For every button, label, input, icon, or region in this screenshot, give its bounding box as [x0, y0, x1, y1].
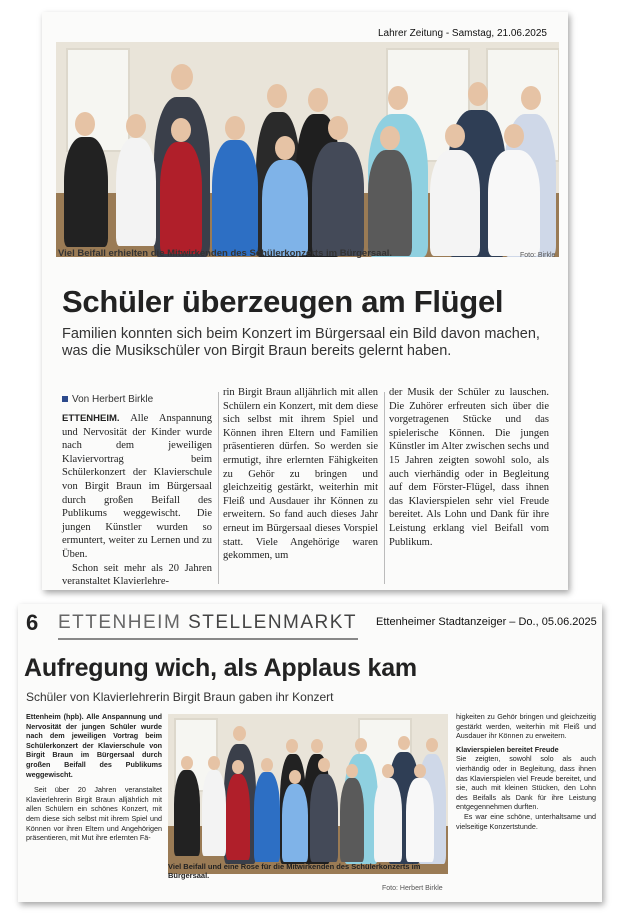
- source-line: Ettenheimer Stadtanzeiger – Do., 05.06.2025: [376, 616, 597, 628]
- byline: Von Herbert Birkle: [62, 394, 153, 405]
- intertitle: Klavierspielen bereitet Freude: [456, 744, 559, 754]
- headline: Aufregung wich, als Applaus kam: [24, 654, 417, 682]
- article-column-1: [62, 412, 212, 589]
- article-column-1: [26, 712, 162, 843]
- paragraph: Sie zeigten, sowohl solo als auch vierhändig oder in Begleitung, dass ihnen das Klavierspielen viel Freude bereitet, und sie, auch mit kleinen Stücken, den Lohn des Beifalls als Dank für ihre Leistung entgegennehmen durften.: [456, 754, 596, 812]
- paragraph: Es war eine schöne, unterhaltsame und vielseitige Konzertstunde.: [456, 811, 596, 831]
- article-column-3: [456, 712, 596, 831]
- subheadline: Schüler von Klavierlehrerin Birgit Braun gaben ihr Konzert: [26, 690, 334, 704]
- paragraph: rin Birgit Braun alljährlich mit allen Schülern ein Konzert, mit dem diese sich selbst mit ihrem Spiel und Können ihren Eltern und Familien präsentieren dürfen. So werden sie ermutigt, ihre erlernten Fähigkeiten zu Gehör zu bringen und gleichzeitig gestärkt, weiterhin mit Fleiß und Ausdauer ihr Können zu erweitern. So fand auch dieses Jahr erneut im Bürgersaal dieses Vorspiel statt. Viele Angehörige waren gekommen, um: [223, 387, 378, 562]
- photo-caption: Viel Beifall erhielten die Mitwirkenden des Schülerkonzerts im Bürgersaal.: [58, 248, 393, 259]
- page-number: 6: [26, 610, 39, 635]
- paragraph: der Musik der Schüler zu lauschen. Die Zuhörer erfreuten sich über die vorgetragenen Stücke und das spielerische Können. Die jungen Künstler im Alter zwischen sechs und 15 Jahren zeigten sowohl solo, als auch vierhändig oder in Begleitung auf dem Förster-Flügel, dass ihnen das Klavierspielen sehr viel Freude bereitet. Als Lohn und Dank für ihre Leistung erklang viel Beifall vom Publikum.: [389, 387, 549, 548]
- section-header: ETTENHEIM STELLENMARKT: [58, 612, 358, 633]
- headline: Schüler überzeugen am Flügel: [62, 284, 504, 319]
- photo-caption: Viel Beifall und eine Rose für die Mitwirkenden des Schülerkonzerts im Bürgersaal.: [168, 862, 421, 880]
- newspaper-clipping-stadtanzeiger: [18, 604, 602, 902]
- group-photo: [56, 42, 559, 257]
- dateline: ETTENHEIM.: [62, 413, 120, 424]
- article-column-3: [389, 386, 549, 549]
- photo-credit: Foto: Herbert Birkle: [382, 885, 443, 892]
- paragraph: higkeiten zu Gehör bringen und gleichzeitig gestärkt werden, weiterhin mit Fleiß und Ausdauer ihr Können zu erweitern.: [456, 712, 596, 741]
- lead-paragraph: Ettenheim (hpb). Alle Anspannung und Nervosität der jungen Schüler wurde nach dem jeweiligen Vortrag beim Schülerkonzert der Klavierschule von Birgit Braun im Bürgersaal durch großen Beifall des Publikums weggewischt.: [26, 712, 162, 779]
- paragraph: Seit über 20 Jahren veranstaltet Klavierlehrerin Birgit Braun alljährlich mit allen Schülern ein schönes Konzert, mit dem diese sich selbst mit ihrem Spiel und Können vor ihren Eltern und Angehörigen präsentieren, mit Mut ihre erlernten Fä-: [26, 785, 162, 843]
- byline-marker-icon: [62, 396, 68, 402]
- source-line: Lahrer Zeitung - Samstag, 21.06.2025: [378, 28, 547, 39]
- newspaper-clipping-lahrer-zeitung: [42, 12, 568, 590]
- subheadline: Familien konnten sich beim Konzert im Bürgersaal ein Bild davon machen, was die Musikschüler von Birgit Braun bereits gelernt haben.: [62, 326, 540, 359]
- group-photo: [168, 714, 448, 874]
- paragraph: Schon seit mehr als 20 Jahren veranstaltet Klavierlehre-: [62, 562, 212, 588]
- article-column-2: [223, 386, 378, 563]
- paragraph: Alle Anspannung und Nervosität der Kinder wurde nach dem jeweiligen Klaviervortrag beim Schülerkonzert der Klavierschule von Birgit Braun im Bürgersaal durch großen Beifall des Publikums weggewischt. Die jungen Künstler wurden so ermuntert, weiter zu Lernen und zu Üben.: [62, 413, 212, 560]
- photo-credit: Foto: Birkle: [520, 252, 556, 259]
